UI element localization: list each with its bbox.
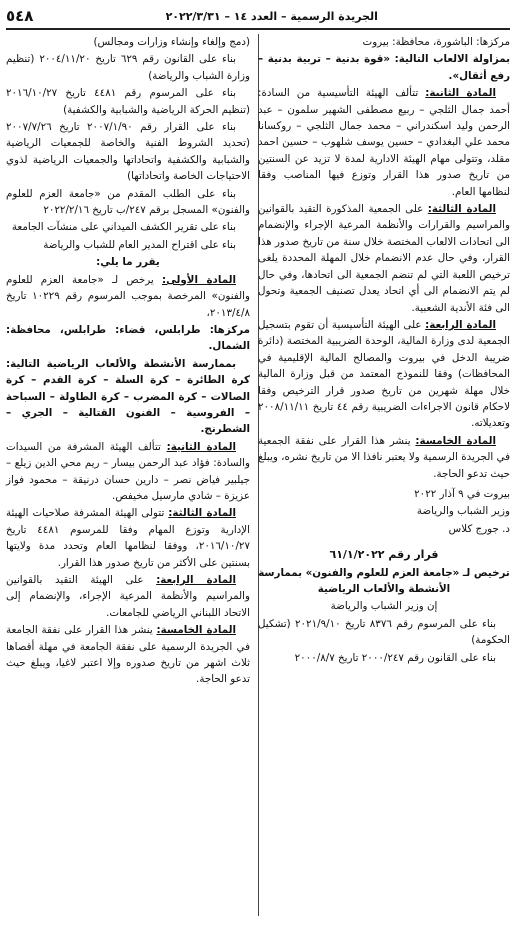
basis-line: بناء على القانون رقم ٢٠٠٠/٢٤٧ تاريخ ٢٠٠٠/٨/٧: [294, 651, 496, 664]
basis-line: بناء على اقتراح المدير العام للشباب والرياضة: [43, 238, 236, 251]
article-text: على الهيئة التقيد بالقوانين والمراسيم والأنظمة المرعية الإجراء، والإنضمام إلى الاتحاد اللبناني الرياضي للجامعات.: [6, 574, 250, 619]
article-label: المادة الثالثة:: [427, 203, 497, 216]
paragraph: مركزها: الباشورة، محافظة: بيروت: [362, 36, 510, 48]
article-text: تتولى الهيئة المشرفة صلاحيات الهيئة الإدارية وتوزع المهام وفقا للمرسوم ٤٤٨١ تاريخ ٢٠١٦/١٠/٢٧، ووفقا لنظامها العام وتحدد مدة ولايتها بسنتين على الأكثر من تاريخ صدور هذا القرار.: [6, 507, 250, 569]
journal-title: الجريدة الرسمية – العدد ١٤ – ٢٠٢٢/٣/٣١: [165, 9, 378, 23]
article-text: على الهيئة التأسيسية أن تقوم بتسجيل الجمعية لدى وزارة المالية، الوحدة الضريبية المختصة (دائرة ضريبة الدخل في بيروت والمصالح المالية الإقليمية في المحافظات) وفقا للنموذج المعتمد من قبل وزارة المالية خلال مهلة شهرين من تاريخ صدور قرار الترخيص وفقا لاحكام قانون الاجراءات الضريبية رقم ٤٤ تاريخ ٢٠٠٨/١١/١١ وتعديلاته.: [258, 318, 510, 430]
basis-line: بناء على القرار رقم ٢٠٠٧/١/٩٠ تاريخ ٢٠٠٧/٧/٢٦ (تحديد الشروط الفنية والخاصة للجمعيات الرياضية والشبابية والكشفية واتحاداتها والجمعيات الرياضية لذوي الاحتياجات الخاصة واتحاداتها): [6, 121, 250, 183]
article-paragraph: [258, 201, 510, 316]
paragraph: بمزاولة الالعاب التالية: «قوة بدنية – تربية بدنية – رفع أثقال».: [258, 53, 510, 82]
article-label: المادة الرابعة:: [156, 574, 236, 586]
activities-line: بممارسة الأنشطة والألعاب الرياضية التالية: كرة الطائرة – كرة السلة – كرة القدم – كرة الصالات – كرة المضرب – كرة الطاولة – السباحة – الفروسية – الفنون القتالية – الجري – الشطرنج.: [6, 357, 250, 436]
location-line: مركزها: طرابلس، قضاء: طرابلس، محافظة: الشمال.: [6, 323, 250, 353]
basis-line: بناء على الطلب المقدم من «جامعة العزم للعلوم والفنون» المسجل برقم ٢٤٧/ب تاريخ ٢٠٢٢/٢/١٦: [6, 187, 250, 217]
article-paragraph: [6, 505, 250, 571]
article-label: المادة الخامسة:: [415, 434, 496, 447]
left-column: [6, 34, 250, 689]
decision-title: قرار رقم ٦١/١/٢٠٢٢: [329, 548, 439, 562]
page-header: [6, 6, 510, 26]
article-label: المادة الثانية:: [166, 440, 236, 453]
decision-subject: ترخيص لـ «جامعة العزم للعلوم والفنون» بممارسة الأنشطة والألعاب الرياضية: [258, 566, 510, 595]
article-text: ينشر هذا القرار على نفقة الجمعية في الجريدة الرسمية ولا يعتبر نافذا الا من تاريخ نشره، ويبلغ حيث تدعو الحاجة.: [258, 434, 510, 480]
page-number: ٥٤٨: [6, 7, 34, 25]
article-label: المادة الخامسة:: [156, 624, 236, 637]
basis-line: (دمج وإلغاء وإنشاء وزارات ومجالس): [93, 36, 250, 48]
article-text: ينشر هذا القرار على نفقة الجامعة في الجريدة الرسمية على نفقة الجامعة في مهلة أقصاها ثلاث اشهر من تاريخ صدوره وإلا اعتبر لاغيا، ويبلغ حيث تدعو الحاجة.: [6, 624, 250, 686]
article-label: المادة الأولى:: [161, 273, 236, 286]
basis-line: بناء على المرسوم رقم ٨٣٧٦ تاريخ ٢٠٢١/٩/١٠ (تشكيل الحكومة): [258, 617, 510, 647]
article-paragraph: [6, 622, 250, 688]
article-paragraph: [258, 85, 510, 200]
signature-title: وزير الشباب والرياضة: [416, 505, 510, 518]
article-text: على الجمعية المذكورة التقيد بالقوانين والمراسيم والقرارات والأنظمة المرعية الإجراء والإنضمام الى اتحادات الالعاب المختصة خلال سنة من تاريخ صدور هذا القرار، وفي حال عدم الانضمام خلال المهلة المحددة يلغى ترخيص اللعبة التي لم تنضم الجمعية الى اتحادها، وفي حال لم يتم الانضمام الى أي اتحاد يعدل تصنيف الجمعية وتحول الى فئة الأندية الشعبية.: [258, 203, 510, 314]
article-text: تتألف الهيئة المشرفة من السيدات والسادة: فؤاد عبد الرحمن بيسار – ريم محي الدين زيلع – جيلبير فياض نصر – دارين حسان درنيقة – محمود فواز عزيزة – شادي مارسيل مخيفص.: [6, 440, 250, 502]
article-label: المادة الثالثة:: [168, 507, 236, 520]
header-rule: [6, 28, 510, 30]
article-paragraph: [6, 439, 250, 505]
signature-date: بيروت في ٩ آذار ٢٠٢٢: [414, 487, 510, 500]
basis-line: بناء على القانون رقم ٦٢٩ تاريخ ٢٠٠٤/١١/٢٠ (تنظيم وزارة الشباب والرياضة): [6, 53, 250, 82]
article-paragraph: [258, 433, 510, 482]
article-text: يرخص لـ «جامعة العزم للعلوم والفنون» المرخصة بموجب المرسوم رقم ١٠٢٢٩ تاريخ ٢٠١٣/٤/٨،: [6, 273, 250, 319]
basis-line: بناء على المرسوم رقم ٤٤٨١ تاريخ ٢٠١٦/١٠/٢٧ (تنظيم الحركة الرياضية والشبابية والكشفية): [6, 87, 250, 116]
article-label: المادة الثانية:: [425, 87, 496, 100]
decides-line: يقرر ما يلي:: [96, 256, 160, 269]
article-text: تتألف الهيئة التأسيسية من السادة: أحمد جمال الثلجي – ربيع مصطفى الشهير سلمون – عبد الرحمن وليد اسكندراني – محمد جمال الثلجي – روكسانا محمد علي البغدادي – حسين يوسف شلهوب – حسين احمد مقلد، وتتولى مهام الهيئة الادارية لمدة لا تزيد عن السنتين من تاريخ صدور هذا القرار وتوزع فيها المناصب وفقا لنظامها العام.: [258, 87, 510, 198]
article-paragraph: [6, 572, 250, 621]
basis-line: بناء على تقرير الكشف الميداني على منشآت الجامعة: [11, 221, 236, 234]
article-paragraph: [6, 272, 250, 321]
signature-name: د. جورج كلاس: [448, 522, 510, 535]
minister-line: إن وزير الشباب والرياضة: [330, 600, 438, 613]
article-label: المادة الرابعة:: [425, 318, 496, 331]
right-column: [258, 34, 510, 667]
article-paragraph: [258, 317, 510, 432]
